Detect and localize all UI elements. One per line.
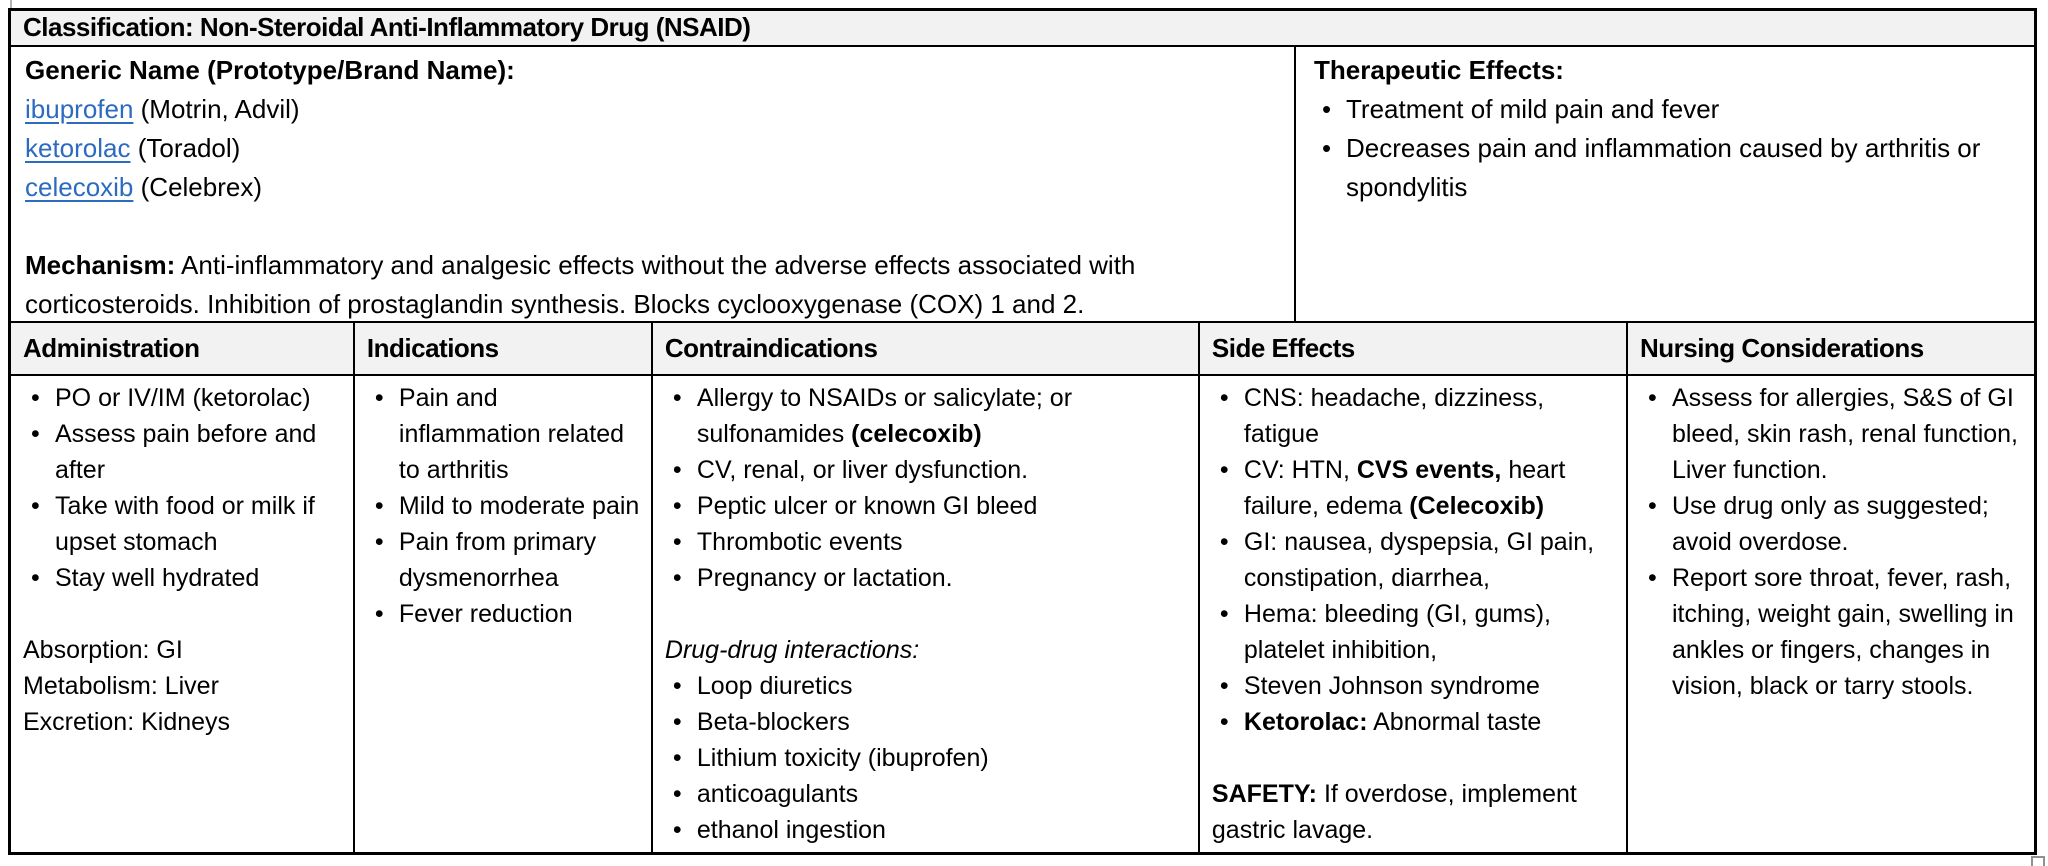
blank-line [653, 596, 1194, 632]
column-header-row [11, 323, 2034, 376]
bullet-item [653, 524, 1194, 560]
line-content [697, 668, 1188, 704]
drug-card-table [8, 8, 2037, 855]
cell-side-effects [1200, 376, 1628, 852]
text-segment: Mild to moderate pain [398, 492, 640, 520]
text-segment: Ketorolac: [1243, 708, 1368, 736]
bullet-item [1200, 668, 1622, 704]
bullet-icon: • [672, 528, 682, 556]
bullet-icon: • [1322, 133, 1332, 163]
column-header-indications: Indications [355, 323, 653, 374]
text-segment: Pain from primary dysmenorrhea [398, 528, 597, 592]
text-segment: Generic Name (Prototype/Brand Name): [25, 55, 515, 85]
text-segment: Assess pain before and after [55, 420, 317, 484]
text-line [11, 668, 349, 704]
blank-line [11, 596, 349, 632]
bullet-icon: • [1219, 456, 1229, 484]
line-content [1244, 596, 1616, 668]
bullet-icon: • [31, 420, 40, 448]
text-segment: Excretion: Kidneys [23, 708, 231, 736]
cell-generic-name-mechanism [11, 47, 1296, 321]
bullet-icon: • [672, 744, 682, 772]
text-segment: Anti-inflammatory and analgesic effects without the adverse effects associated with corticosteroids. Inhibition of prostaglandin synthesis. Blocks cyclooxygenase (COX) 1 and 2. [25, 250, 1136, 319]
line-content [697, 776, 1188, 812]
drug-link[interactable]: celecoxib [25, 172, 134, 202]
bullet-item [653, 488, 1194, 524]
bullet-item [11, 488, 349, 560]
line-content [25, 168, 1272, 207]
line-content [697, 560, 1188, 596]
bullet-item [1302, 90, 2020, 129]
text-segment: Hema: bleeding (GI, gums), platelet inhibition, [1243, 600, 1551, 664]
text-segment: Metabolism: Liver [23, 672, 219, 700]
line-content [697, 452, 1188, 488]
line-content [25, 129, 1272, 168]
text-segment: If overdose, implement gastric lavage. [1211, 780, 1577, 844]
line-content [1346, 129, 2014, 207]
text-segment: Take with food or milk if upset stomach [55, 492, 315, 556]
line-content [1672, 560, 2024, 704]
cell-nursing-considerations [1628, 376, 2034, 852]
drug-link[interactable]: ibuprofen [25, 94, 134, 124]
line-content [55, 380, 343, 416]
text-line [13, 129, 1278, 168]
line-content [697, 488, 1188, 524]
cell-administration [11, 376, 355, 852]
text-segment: Loop diuretics [696, 672, 853, 700]
bullet-icon: • [672, 780, 682, 808]
bullet-item [653, 812, 1194, 848]
line-content [55, 488, 343, 560]
bullet-item [653, 776, 1194, 812]
line-content [1244, 704, 1616, 740]
bullet-item [11, 380, 349, 416]
bullet-icon: • [672, 816, 682, 844]
line-content [697, 812, 1188, 848]
bullet-icon: • [1647, 384, 1657, 412]
bullet-icon: • [1647, 564, 1657, 592]
text-segment: Pain and inflammation related to arthritis [398, 384, 625, 484]
line-content [55, 416, 343, 488]
line-content [1314, 51, 2014, 90]
bullet-icon: • [374, 528, 384, 556]
text-segment: (Toradol) [130, 133, 241, 163]
line-content [399, 524, 641, 596]
text-segment: Report sore throat, fever, rash, itching, weight gain, swelling in ankles or fingers, changes in vision, black or tarry stools. [1671, 564, 2014, 700]
bullet-item [653, 704, 1194, 740]
column-header-nursing-considerations: Nursing Considerations [1639, 333, 1924, 363]
bullet-item [1200, 452, 1622, 524]
text-segment: anticoagulants [696, 780, 859, 808]
bullet-icon: • [31, 384, 40, 412]
text-segment: Abnormal taste [1367, 708, 1542, 736]
bullet-item [653, 668, 1194, 704]
text-line [1200, 776, 1622, 848]
line-content [1244, 524, 1616, 596]
bullet-icon: • [672, 384, 682, 412]
bullet-item [355, 524, 647, 596]
cell-indications [355, 376, 653, 852]
bullet-icon: • [1647, 492, 1657, 520]
text-segment: Assess for allergies, S&S of GI bleed, skin rash, renal function, Liver function. [1671, 384, 2019, 484]
drug-link[interactable]: ketorolac [25, 133, 131, 163]
cell-contraindications [653, 376, 1200, 852]
table-resize-handle[interactable] [2031, 856, 2045, 866]
line-content [23, 704, 343, 740]
line-content [697, 380, 1188, 452]
text-segment: Therapeutic Effects: [1314, 55, 1564, 85]
bullet-icon: • [374, 384, 384, 412]
bullet-item [1200, 704, 1622, 740]
bullet-icon: • [672, 456, 682, 484]
text-line [13, 51, 1278, 90]
bullet-icon: • [1219, 708, 1229, 736]
bullet-item [11, 560, 349, 596]
line-content [25, 51, 1272, 90]
bullet-item [355, 488, 647, 524]
line-content [1244, 380, 1616, 452]
bullet-icon: • [1219, 384, 1229, 412]
column-content-row [11, 376, 2034, 852]
text-segment: CV, renal, or liver dysfunction. [696, 456, 1029, 484]
text-segment: Thrombotic events [696, 528, 903, 556]
bullet-icon: • [31, 492, 40, 520]
bullet-icon: • [1219, 600, 1229, 628]
bullet-icon: • [672, 492, 682, 520]
text-segment: SAFETY: [1211, 780, 1317, 808]
column-header-side-effects: Side Effects [1200, 323, 1628, 374]
bullet-icon: • [672, 672, 682, 700]
bullet-item [653, 452, 1194, 488]
text-line [653, 632, 1194, 668]
bullet-item [653, 380, 1194, 452]
text-line [13, 90, 1278, 129]
text-line [11, 632, 349, 668]
classification-header-row [11, 11, 2034, 47]
text-line [1302, 51, 2020, 90]
bullet-icon: • [672, 708, 682, 736]
blank-line [1200, 740, 1622, 776]
column-header-administration: Administration [11, 323, 355, 374]
text-segment: Fever reduction [398, 600, 573, 628]
text-segment: Lithium toxicity (ibuprofen) [696, 744, 989, 772]
line-content [697, 740, 1188, 776]
line-content [665, 632, 1188, 668]
line-content [1244, 452, 1616, 524]
text-segment: (Celebrex) [133, 172, 262, 202]
text-segment: ethanol ingestion [696, 816, 886, 844]
bullet-item [653, 740, 1194, 776]
text-segment: (Celecoxib) [1409, 492, 1545, 520]
text-segment: (Motrin, Advil) [133, 94, 300, 124]
line-content [25, 90, 1272, 129]
text-segment: Use drug only as suggested; avoid overdose. [1671, 492, 1989, 556]
bullet-icon: • [672, 564, 682, 592]
bullet-icon: • [1219, 672, 1229, 700]
line-content [697, 704, 1188, 740]
text-segment: Drug-drug interactions: [664, 636, 920, 664]
text-segment: Peptic ulcer or known GI bleed [696, 492, 1038, 520]
line-content [25, 246, 1272, 321]
line-content [1672, 488, 2024, 560]
column-header-contraindications: Contraindications [653, 323, 1200, 374]
bullet-icon: • [374, 492, 384, 520]
bullet-item [1200, 524, 1622, 596]
bullet-item [1302, 129, 2020, 207]
text-segment: Mechanism: [25, 250, 176, 280]
text-segment: Pregnancy or lactation. [696, 564, 953, 592]
line-content [55, 560, 343, 596]
bullet-item [1628, 380, 2030, 488]
bullet-icon: • [31, 564, 40, 592]
bullet-item [355, 380, 647, 488]
line-content [23, 668, 343, 704]
text-segment: CV: HTN, [1243, 456, 1357, 484]
line-content [1212, 776, 1616, 848]
text-segment: CNS: headache, dizziness, fatigue [1243, 384, 1545, 448]
text-segment: Steven Johnson syndrome [1243, 672, 1540, 700]
bullet-item [355, 596, 647, 632]
text-segment: CVS events, [1356, 456, 1502, 484]
classification-text: Classification: Non-Steroidal Anti-Inflammatory Drug (NSAID) [23, 12, 751, 42]
bullet-icon: • [1322, 94, 1332, 124]
line-content [399, 488, 641, 524]
text-segment: GI: nausea, dyspepsia, GI pain, constipation, diarrhea, [1243, 528, 1595, 592]
text-line [11, 704, 349, 740]
drug-info-row [11, 47, 2034, 323]
bullet-item [1628, 560, 2030, 704]
bullet-icon: • [374, 600, 384, 628]
bullet-item [11, 416, 349, 488]
bullet-item [1200, 380, 1622, 452]
line-content [23, 632, 343, 668]
line-content [399, 596, 641, 632]
text-segment: heart failure, edema [1243, 456, 1566, 520]
text-segment: (celecoxib) [851, 420, 982, 448]
text-segment: Allergy to NSAIDs or salicylate; or sulfonamides [696, 384, 1073, 448]
line-content [399, 380, 641, 488]
bullet-item [653, 560, 1194, 596]
bullet-item [1628, 488, 2030, 560]
bullet-item [1200, 596, 1622, 668]
line-content [1346, 90, 2014, 129]
cell-therapeutic-effects [1296, 47, 2034, 321]
text-segment: Stay well hydrated [55, 564, 260, 592]
line-content [697, 524, 1188, 560]
blank-line [13, 207, 1278, 246]
text-segment: Absorption: GI [23, 636, 183, 664]
text-line [13, 246, 1278, 321]
line-content [1672, 380, 2024, 488]
bullet-icon: • [1219, 528, 1229, 556]
text-segment: PO or IV/IM (ketorolac) [55, 384, 311, 412]
line-content [1244, 668, 1616, 704]
text-segment: Treatment of mild pain and fever [1346, 94, 1720, 124]
screen-edge-artifact [10, 0, 12, 8]
text-line [13, 168, 1278, 207]
text-segment: Decreases pain and inflammation caused by arthritis or spondylitis [1346, 133, 1981, 202]
text-segment: Beta-blockers [696, 708, 850, 736]
